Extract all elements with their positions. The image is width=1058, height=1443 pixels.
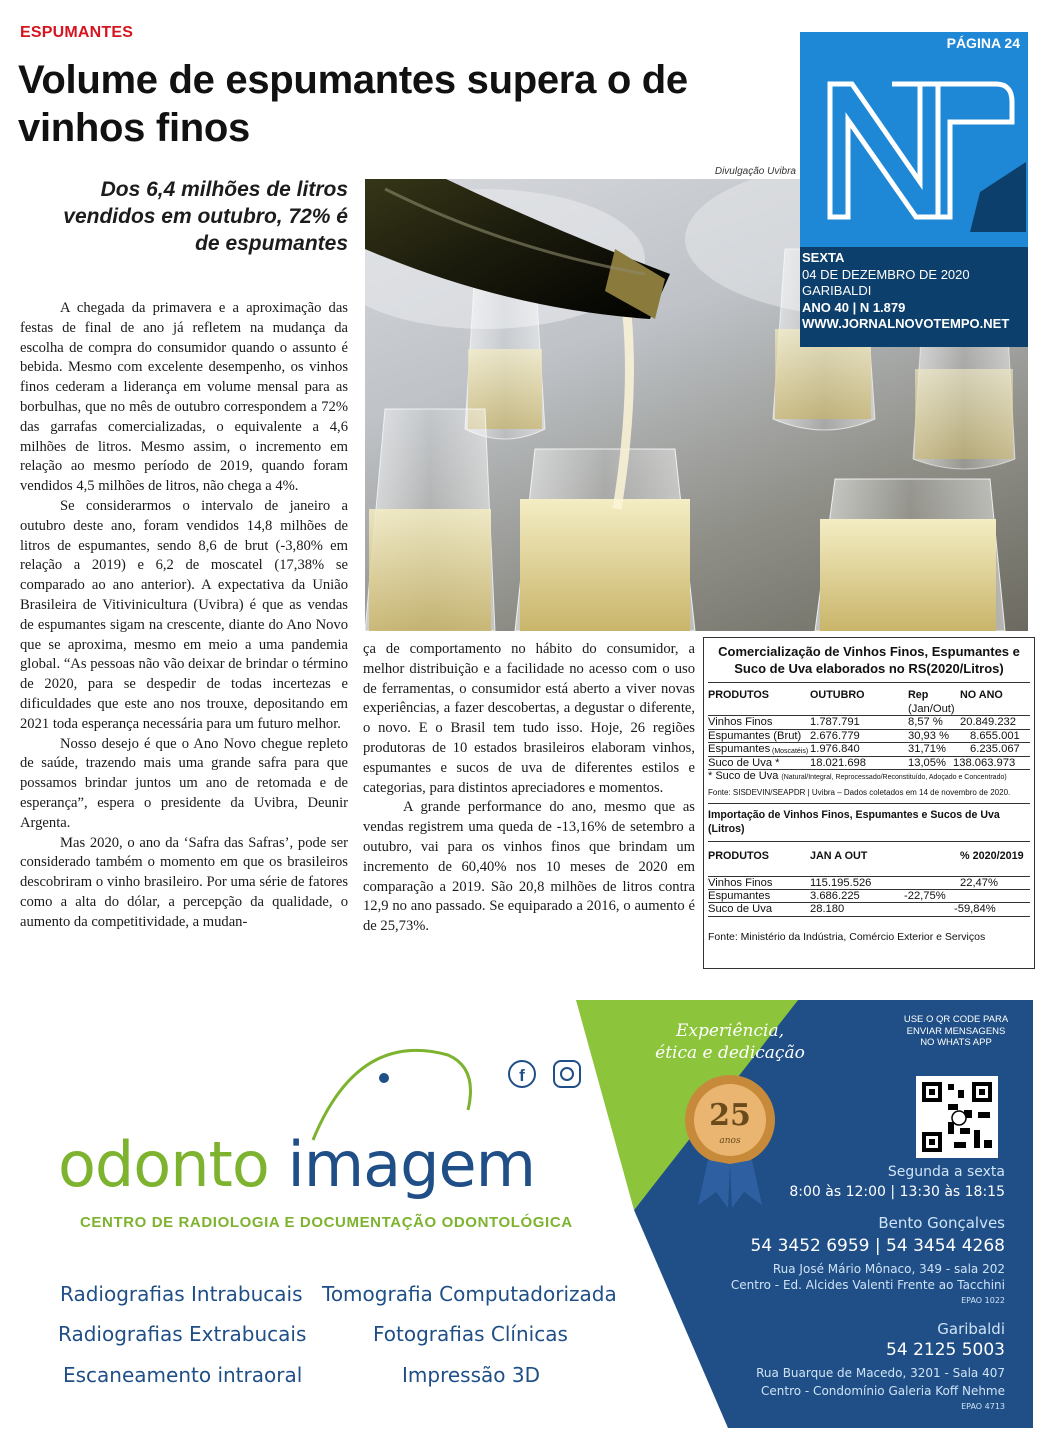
table2-col-header: PRODUTOS: [708, 850, 769, 862]
cell: 138.063.973: [953, 756, 1016, 769]
table1-title: Comercialização de Vinhos Finos, Espumantes e Suco de Uva elaborados no RS(2020/Litros): [718, 644, 1020, 676]
table2-source: Fonte: Ministério da Indústria, Comércio Exterior e Serviços: [708, 930, 986, 943]
table1-col-header: PRODUTOS: [708, 689, 769, 701]
cell: 8,57 %: [908, 716, 943, 728]
edition-day: SEXTA: [802, 250, 845, 265]
epao-garibaldi: EPAO 4713: [961, 1402, 1005, 1411]
masthead-logo: [800, 32, 1028, 247]
phone-garibaldi[interactable]: 54 2125 5003: [886, 1340, 1005, 1360]
paragraph: Mas 2020, o ano da ‘Safra das Safras’, pode ser considerado também o momento em que os brasileiros descobriram o vinho brasileiro. Por uma série de fatores como a alta do dólar, a percepção da qualidade, o aumento da competitividade, a mudan-: [20, 834, 348, 930]
address-garibaldi: Rua Buarque de Macedo, 3201 - Sala 407: [756, 1366, 1005, 1380]
badge-number: 25: [709, 1098, 751, 1133]
cell: 1.976.840: [810, 743, 860, 755]
service-item: Radiografias Extrabucais: [58, 1322, 307, 1346]
service-item: Impressão 3D: [402, 1363, 540, 1387]
odonto-imagem-ad: [28, 1000, 1033, 1428]
service-item: Radiografias Intrabucais: [60, 1282, 303, 1306]
hours-days: Segunda a sexta: [887, 1164, 1005, 1180]
table-row: [708, 890, 1030, 904]
cell: Espumantes (Brut): [708, 729, 802, 742]
edition-date: 04 DE DEZEMBRO DE 2020: [802, 266, 970, 282]
edition-city: GARIBALDI: [802, 283, 872, 298]
cell: 18.021.698: [810, 756, 866, 769]
cell: 115.195.526: [810, 877, 872, 889]
table1-header: [708, 689, 1030, 703]
nt-logo-icon: [800, 32, 1028, 247]
slogan-line: ética e dedicação: [655, 1043, 805, 1063]
cell: -22,75%: [904, 889, 946, 902]
cell: Espumantes: [708, 889, 771, 902]
slogan-line: Experiência,: [675, 1021, 784, 1041]
divider: [708, 841, 1030, 842]
article-column-2: [363, 640, 695, 937]
address-bento-line2: Centro - Ed. Alcides Valenti Frente ao Tacchini: [730, 1278, 1005, 1292]
divider: [708, 682, 1030, 683]
table1-subheader-text: (Jan/Out): [908, 702, 955, 715]
website-link[interactable]: WWW.JORNALNOVOTEMPO.NET: [802, 316, 1010, 331]
table1-footnote: [708, 770, 1030, 784]
table-row: [708, 716, 1030, 730]
address-garibaldi-line2: Centro - Condomínio Galeria Koff Nehme: [761, 1384, 1005, 1398]
brand-second: imagem: [287, 1128, 535, 1201]
table1-col-header: NO ANO: [960, 689, 1003, 701]
cell: 30,93 %: [908, 729, 950, 742]
paragraph: Se considerarmos o intervalo de janeiro a outubro deste ano, foram vendidos 14,8 milhões de litros de espumantes, sendo 8,6 de brut (-3,80% em relação a 2019) e 6,2 de moscatel (17,38% se comparado ao ano anterior). A expectativa da União Brasileira de Vitivinicultura (Uvibra) é que as vendas de espumantes sigam na crescente, diante do Ano Novo que se aproxima, mesmo em meio a uma pandemia global. “As pessoas não vão deixar de brindar o término de 2020, para se despedir de todas incertezas e dificuldades que este ano nos trouxe, depositando em 2021 toda esperança necessária para um futuro melhor.: [20, 497, 348, 732]
city-garibaldi: Garibaldi: [937, 1320, 1005, 1338]
badge-word: anos: [719, 1136, 741, 1146]
table-row: [708, 876, 1030, 890]
page-number: PÁGINA 24: [946, 35, 1020, 51]
cell: 22,47%: [960, 877, 998, 889]
table1-subheader: [708, 703, 1030, 717]
table-row: [708, 757, 1030, 771]
qr-label: USE O QR CODE PARA ENVIAR MENSAGENS NO WHATS APP: [903, 1014, 1009, 1048]
edition-number: ANO 40 | N 1.879: [802, 299, 906, 315]
section-tag: ESPUMANTES: [20, 24, 134, 41]
footnote-text: * Suco de Uva: [708, 770, 779, 782]
headline: Volume de espumantes supera o de vinhos finos: [18, 58, 688, 150]
cell: 31,71%: [908, 743, 946, 755]
cell: 2.676.779: [810, 729, 860, 742]
data-tables-box: [703, 637, 1035, 969]
table-row: [708, 730, 1030, 744]
hours: 8:00 às 12:00 | 13:30 às 18:15: [789, 1184, 1005, 1200]
paragraph: Nosso desejo é que o Ano Novo chegue repleto de saúde, trazendo mais uma grande safra para que possamos brindar juntos um ano de retomada e de esperança”, espera o presidente da Uvibra, Deunir Argenta.: [20, 735, 348, 831]
ad-tagline: CENTRO DE RADIOLOGIA E DOCUMENTAÇÃO ODONTOLÓGICA: [80, 1214, 573, 1231]
brand-first: odonto: [58, 1128, 269, 1201]
article-column-1: [20, 299, 348, 933]
cell: 6.235.067: [970, 743, 1020, 755]
cell: Suco de Uva: [708, 903, 773, 915]
cell: Suco de Uva *: [708, 756, 780, 769]
cell: 8.655.001: [970, 729, 1020, 742]
divider: [708, 803, 1030, 804]
service-item: Fotografias Clínicas: [373, 1322, 568, 1346]
paragraph: A chegada da primavera e a aproximação das festas de final de ano já refletem na mudança da escolha de compra do consumidor quando o assunto é bebida. Mesmo com excelente desempenho, os vinhos finos cederam a liderança em volume mensal para as borbulhas, que no mês de outubro correspondem a 72% das garrafas comercializadas, o equivalente a 4,6 milhões de litros. Mesmo assim, o incremento em relação ao mesmo período de 2019, quando foram vendidos 4,5 milhões de litros, não chega a 4%.: [20, 300, 348, 495]
cell: 28.180: [810, 903, 845, 915]
ad-slogan: [650, 1020, 810, 1064]
table2-col-header: % 2020/2019: [960, 850, 1024, 862]
table-row: [708, 743, 1030, 757]
table1-source: Fonte: SISDEVIN/SEAPDR | Uvibra – Dados coletados em 14 de novembro de 2020.: [708, 788, 1011, 797]
table-row: [708, 903, 1030, 917]
paragraph: ça de comportamento no hábito do consumidor, a melhor distribuição e a facilidade no acesso com o uso de ferramentas, o consumidor está aberto a viver novas experiências, a fazer descobertas, a degustar o diferente, o novo. E o Brasil tem tudo isso. Hoje, 26 regiões produtoras de 10 estados brasileiros elaboram vinhos, espumantes e sucos de uva de diferentes estilos e categorias, para distintos apreciadores e momentos.: [363, 641, 695, 796]
table2-title: Importação de Vinhos Finos, Espumantes e Sucos de Uva (Litros): [708, 809, 1000, 835]
address-bento: Rua José Mário Mônaco, 349 - sala 202: [772, 1262, 1005, 1276]
service-item: Tomografia Computadorizada: [322, 1282, 617, 1306]
ad-brand-logo: [58, 1130, 535, 1200]
cell: Vinhos Finos: [708, 716, 773, 728]
city-bento: Bento Gonçalves: [878, 1214, 1005, 1232]
table1-col-header: OUTUBRO: [810, 689, 865, 701]
cell: (Moscatéis): [772, 748, 809, 755]
cell: Vinhos Finos: [708, 877, 773, 889]
table1-col-header: Rep: [908, 689, 929, 701]
cell: 3.686.225: [810, 889, 860, 902]
edition-info: [800, 247, 1028, 347]
cell: -59,84%: [954, 903, 996, 915]
photo-credit: Divulgação Uvibra: [714, 166, 796, 177]
phone-bento[interactable]: 54 3452 6959 | 54 3454 4268: [750, 1236, 1005, 1256]
table2-header: [708, 850, 1030, 876]
table2-col-header: JAN A OUT: [810, 850, 868, 862]
cell: 13,05%: [908, 756, 946, 769]
svg-text:f: f: [519, 1066, 525, 1085]
epao-bento: EPAO 1022: [961, 1296, 1005, 1305]
paragraph: A grande performance do ano, mesmo que as vendas registrem uma queda de -13,16% de setembro a outubro, vai para os vinhos finos que brindam um incremento de 60,40% nos 10 meses de 2020 em comparação a 2019. São 20,8 milhões de litros contra 12,9 no ano passado. Se equiparado a 2016, o aumento é de 25,73%.: [363, 799, 695, 935]
cell: 20.849.232: [960, 716, 1016, 728]
footnote-detail: (Natural/Integral, Reprocessado/Reconstituído, Adoçado e Concentrado): [781, 774, 1007, 781]
service-item: Escaneamento intraoral: [63, 1363, 303, 1387]
subhead: Dos 6,4 milhões de litros vendidos em outubro, 72% é de espumantes: [63, 178, 348, 255]
cell: Espumantes: [708, 743, 771, 755]
cell: 1.787.791: [810, 716, 860, 728]
